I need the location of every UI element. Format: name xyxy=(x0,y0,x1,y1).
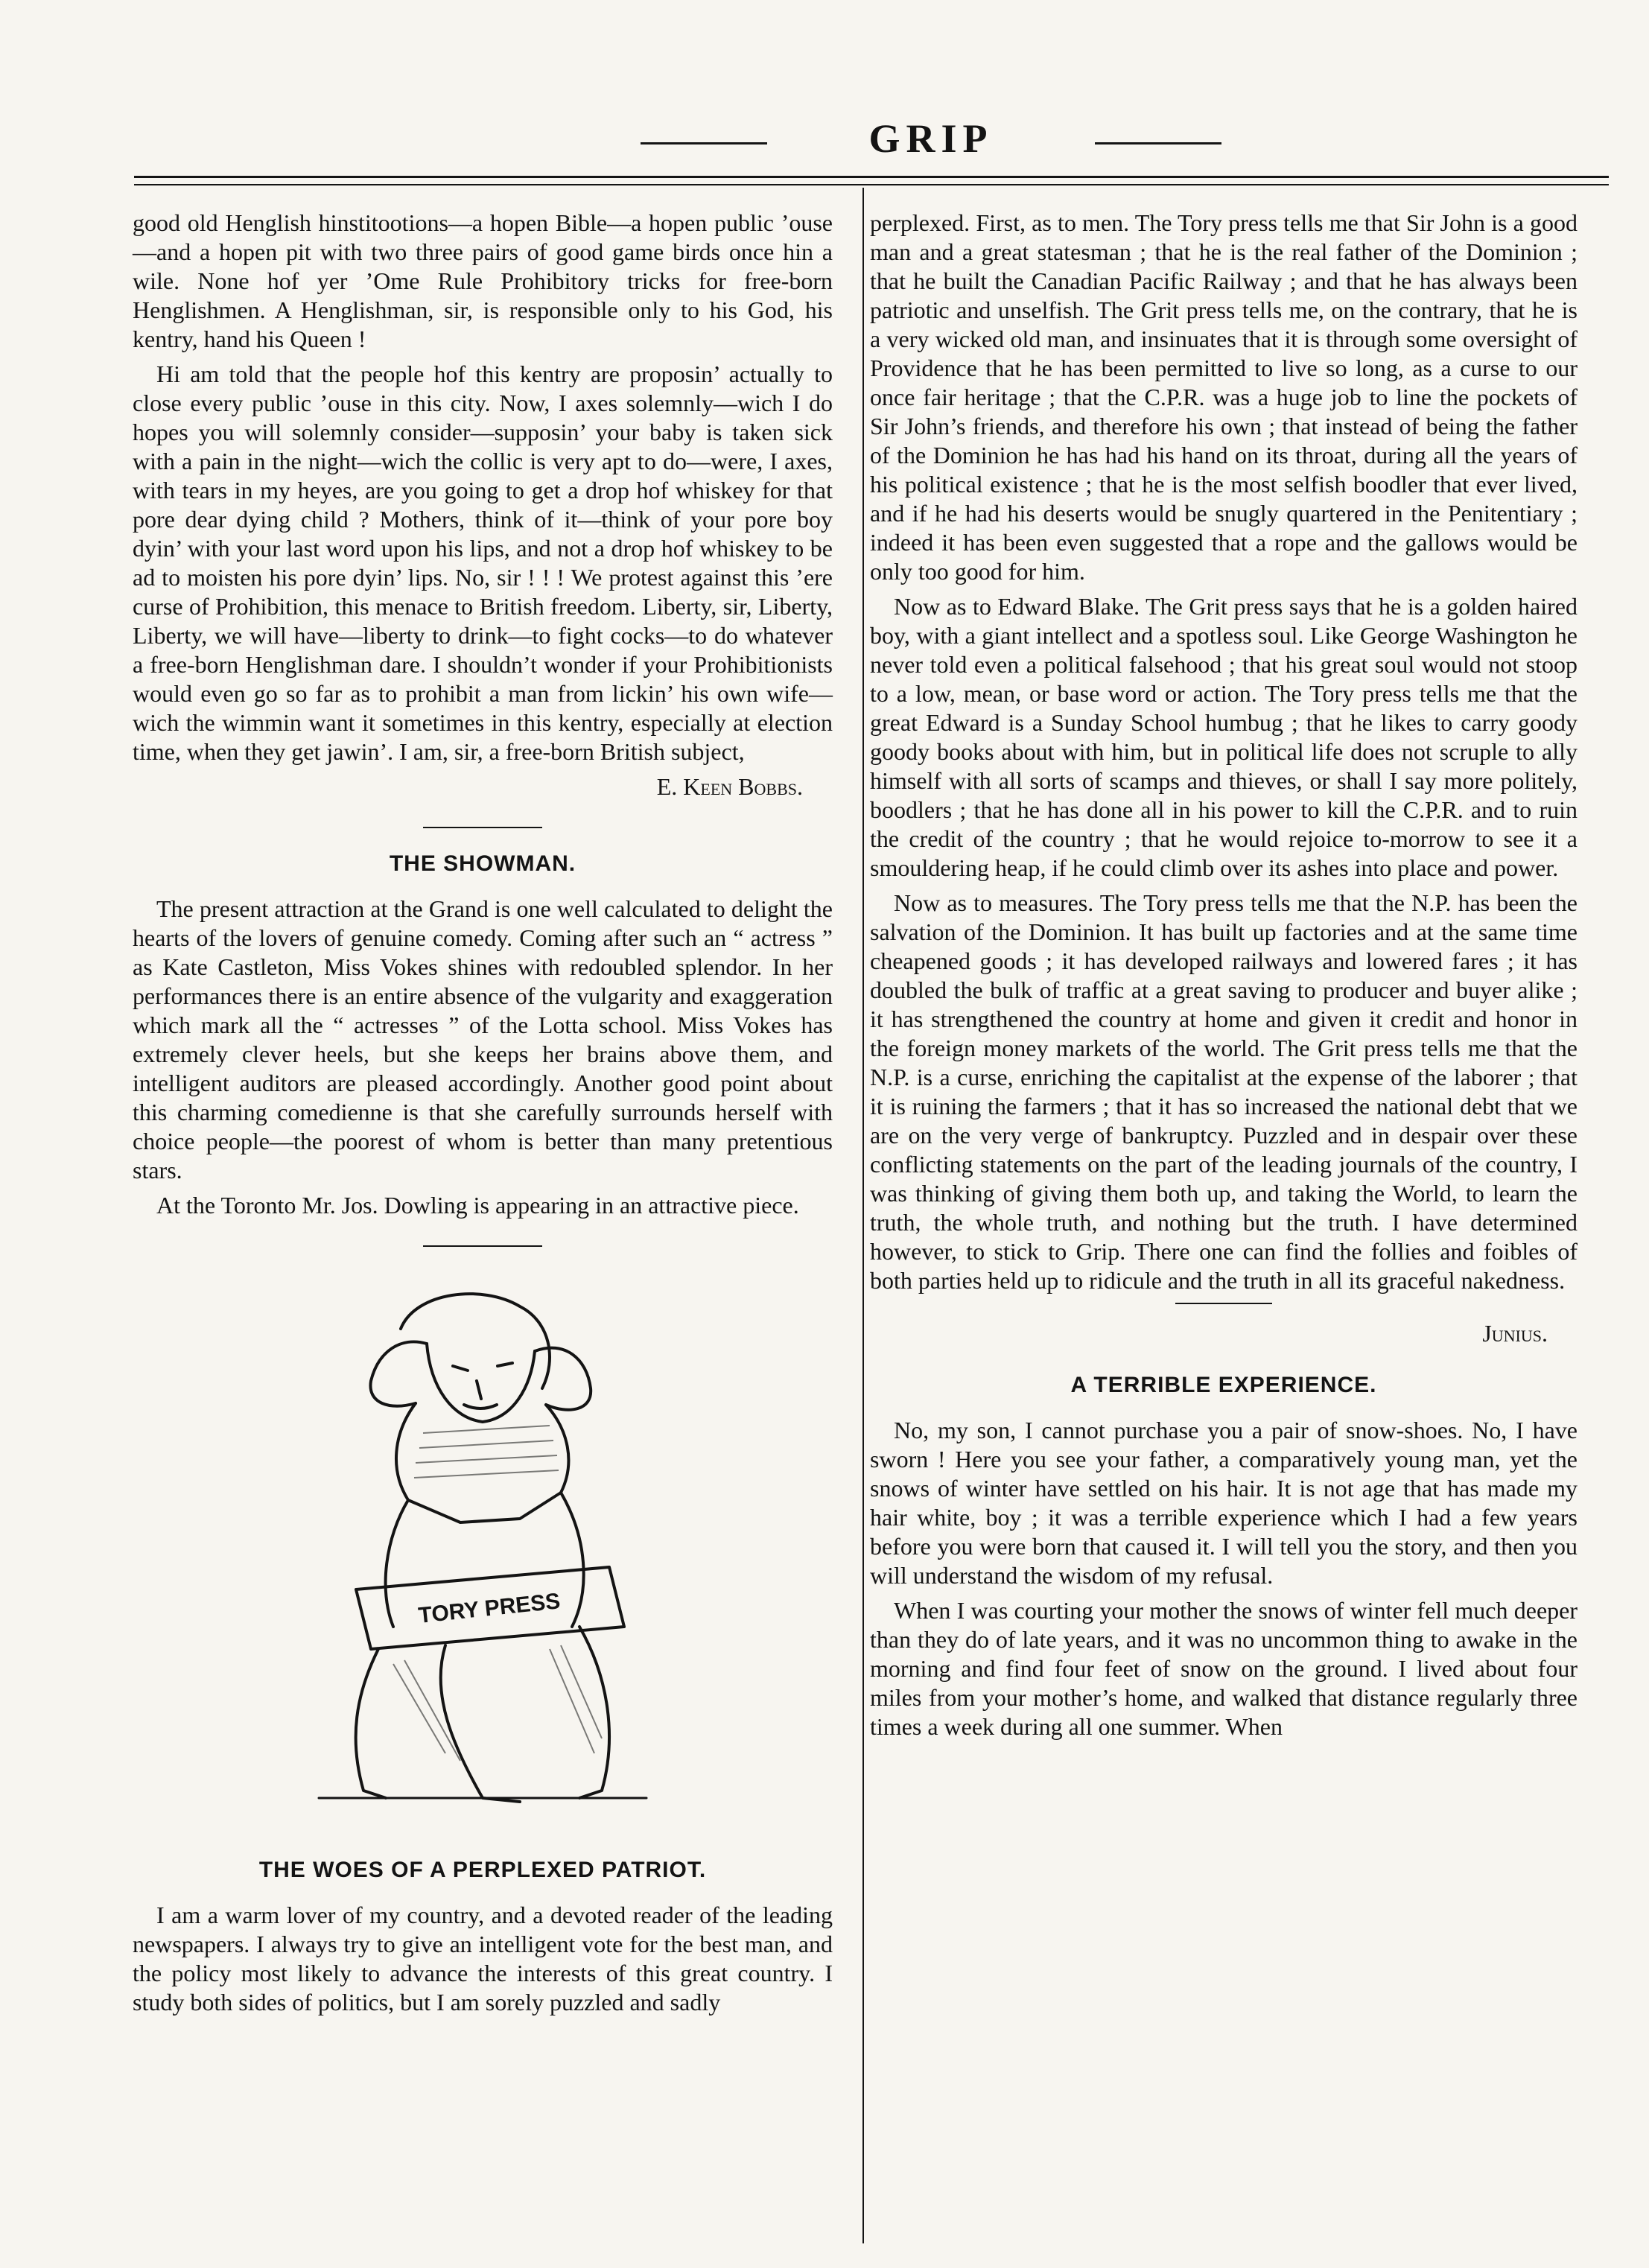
face-icon xyxy=(427,1344,535,1422)
header-rule-thick xyxy=(134,176,1609,178)
woes-paragraph-1: I am a warm lover of my country, and a devoted reader of the leading newspapers. I always try to give an intelligent vote for the best man, and the policy most likely to advance the interests of this great country. I study both sides of politics, but I am sorely puzzled and sadly xyxy=(133,1902,833,2016)
perplexed-patriot-illustration xyxy=(133,1277,833,1828)
letter-paragraph-1: good old Henglish hinstitootions—a hopen Bible—a hopen public ’ouse—and a hopen pit with two three pairs of good game birds once hin a wile. None hof yer ’Ome Rule Prohibitory tricks for free-born Henglishmen. A Henglishman, sir, is responsible only to his God, his kentry, hand his Queen ! xyxy=(133,209,833,352)
masthead-title: GRIP xyxy=(868,116,994,161)
column-divider xyxy=(862,188,864,2243)
masthead xyxy=(127,115,1609,171)
left-column xyxy=(133,209,833,2023)
section-separator xyxy=(423,827,542,828)
section-separator xyxy=(423,1245,542,1247)
section-separator xyxy=(1175,1303,1272,1304)
showman-paragraph-1: The present attraction at the Grand is one well calculated to delight the hearts of the lovers of genuine comedy. Coming after such an “ actress ” as Kate Castleton, Miss Vokes shines with redoubled splendor. In her performances there is an entire absence of the vulgarity and exaggeration which mark all the “ actresses ” of the Lotta school. Miss Vokes has extremely clever heels, but she keeps her brains above them, and intelligent auditors are pleased accordingly. Another good point about this charming comedienne is that she carefully surrounds herself with choice people—the poorest of whom is better than many pretentious stars. xyxy=(133,895,833,1184)
woes-heading: THE WOES OF A PERPLEXED PATRIOT. xyxy=(258,1858,707,1882)
left-arm-icon xyxy=(370,1341,427,1405)
letter-paragraph-2: Hi am told that the people hof this kentry are proposin’ actually to close every public ’ouse in this city. Now, I axes solemnly—wich I do hopes you will solemnly consider—supposin’ your baby is taken sick with a pain in the night—wich the collic is very apt to do—were, I axes, with tears in my heyes, are you going to get a drop hof whiskey for that pore dear dying child ? Mothers, think of it—think of your pore boy dyin’ with your last word upon his lips, and not a drop hof whiskey to be ad to moisten his pore dyin’ lips. No, sir ! ! ! We protest against this ’ere curse of Prohibition, this menace to British freedom. Liberty, sir, Liberty, Liberty, we will have—liberty to drink—to fight cocks—to do whatever a free-born Henglishman dare. I shouldn’t wonder if your Prohibitionists would even go so far as to prohibit a man from lickin’ his own wife—wich the wimmin want it sometimes in this kentry, especially at election time, when they get jawin’. I am, sir, a free-born British subject, xyxy=(133,360,833,765)
terrible-heading: A TERRIBLE EXPERIENCE. xyxy=(1070,1373,1377,1397)
header-rule-thin xyxy=(134,184,1609,185)
letter-signature: E. Keen Bobbs. xyxy=(656,773,803,800)
terrible-paragraph-2: When I was courting your mother the snows of winter fell much deeper than they do of late years, and it was no uncommon thing to awake in the morning and find four feet of snow on the ground. I lived about four miles from your mother’s home, and walked that distance regularly three times a week during all one summer. When xyxy=(870,1597,1577,1740)
right-arm-icon xyxy=(535,1348,591,1410)
legs-icon xyxy=(356,1645,520,1802)
woes-signature: Junius. xyxy=(1482,1320,1548,1347)
woes-paragraph-3: Now as to measures. The Tory press tells me that the N.P. has been the salvation of the Dominion. It has built up factories and at the same time cheapened goods ; it has developed railways and lowered fares ; it has doubled the bulk of traffic at a great saving to producer and buyer alike ; it has strengthened the country at home and given it credit and honor in the foreign money markets of the world. The Grit press tells me that the N.P. is a curse, enriching the capitalist at the expense of the laborer ; that it is ruining the farmers ; that it has so increased the national debt that we are on the very verge of bankruptcy. Puzzled and in despair over these conflicting statements on the part of the leading journals of the country, I was thinking of giving them both up, and taking the World, to learn the truth, the whole truth, and nothing but the truth. I have determined however, to stick to Grip. There one can find the follies and foibles of both parties held up to ridicule and the truth in all its graceful nakedness. xyxy=(870,889,1577,1294)
tory-press-label: TORY PRESS xyxy=(417,1589,562,1628)
hair-icon xyxy=(401,1294,550,1388)
terrible-paragraph-1: No, my son, I cannot purchase you a pair of snow-shoes. No, I have sworn ! Here you see your father, a comparatively young man, yet the snows of winter have settled on his hair. It is not age that has made my hair white, boy ; it was a terrible experience which I had a few years before you were born that caused it. I will tell you the story, and then you will understand the wisdom of my refusal. xyxy=(870,1417,1577,1589)
woes-paragraph-2: Now as to Edward Blake. The Grit press says that he is a golden haired boy, with a giant intellect and a spotless soul. Like George Washington he never told even a political falsehood ; that his great soul would not stoop to a low, mean, or base word or action. The Tory press tells me that the great Edward is a Sunday School humbug ; that he likes to carry goody goody books about with him, but in political life does not scruple to ally himself with all sorts of scamps and thieves, or shall I say more politely, boodlers ; that he has done all in his power to kill the C.P.R. and to ruin the credit of the country ; that he would rejoice to-morrow to see it a smouldering heap, if he could climb over its ashes into place and power. xyxy=(870,593,1577,881)
masthead-rule-right xyxy=(1095,142,1221,144)
showman-paragraph-2: At the Toronto Mr. Jos. Dowling is appearing in an attractive piece. xyxy=(156,1192,799,1219)
right-column xyxy=(870,209,1577,1747)
masthead-rule-left xyxy=(641,142,767,144)
showman-heading: THE SHOWMAN. xyxy=(389,851,576,876)
woes-paragraph-1-continued: perplexed. First, as to men. The Tory press tells me that Sir John is a good man and a great statesman ; that he is the real father of the Dominion ; that he built the Canadian Pacific Railway ; and that he has always been patriotic and unselfish. The Grit press tells me, on the contrary, that he is a very wicked old man, and insinuates that it is through some oversight of Providence that he has been permitted to live so long, as a curse to our once fair heritage ; that the C.P.R. was a huge job to line the pockets of Sir John’s friends, and therefore his own ; that instead of being the father of the Dominion he has had his hand on its throat, during all the years of his political existence ; that he is the most selfish boodler that ever lived, and if he had his deserts would be snugly quartered in the Penitentiary ; indeed it has been even suggested that a rope and the gallows would be only too good for him. xyxy=(870,209,1577,585)
